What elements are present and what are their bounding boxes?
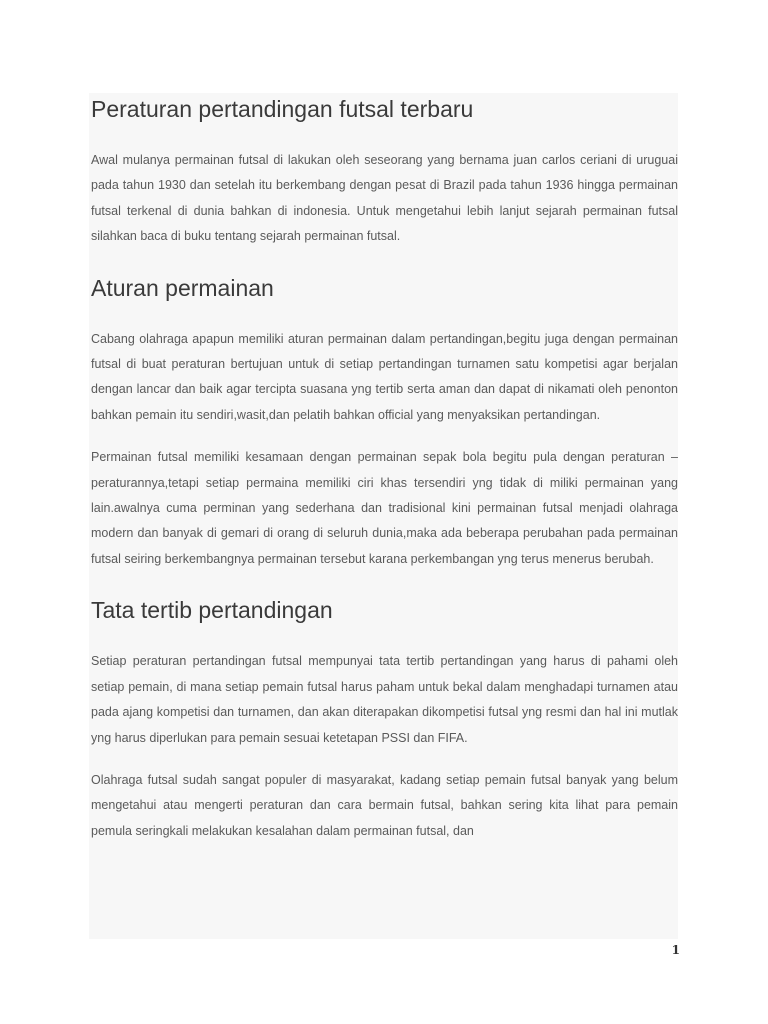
section-paragraph: Cabang olahraga apapun memiliki aturan permainan dalam pertandingan,begitu juga dengan permainan futsal di buat peraturan bertujuan untuk di setiap pertandingan turnamen satu kompetisi agar berjalan dengan lancar dan baik agar tercipta suasana yng tertib serta aman dan dapat di nikamati oleh penonton bahkan pemain itu sendiri,wasit,dan pelatih bahkan official yang menyaksikan pertandingan. [91, 331, 678, 422]
page-number: 1 [671, 943, 680, 957]
intro-paragraph: Awal mulanya permainan futsal di lakukan oleh seseorang yang bernama juan carlos ceriani di uruguai pada tahun 1930 dan setelah itu berkembang dengan pesat di Brazil pada tahun 1936 hingga permainan futsal terkenal di dunia bahkan di indonesia. Untuk mengetahui lebih lanjut sejarah permainan futsal silahkan baca di buku tentang sejarah permainan futsal. [91, 153, 678, 244]
section-heading-aturan-permainan: Aturan permainan [91, 274, 274, 301]
section-paragraph: Permainan futsal memiliki kesamaan dengan permainan sepak bola begitu pula dengan peraturan – peraturannya,tetapi setiap permaina memiliki ciri khas tersendiri yng tidak di miliki permainan yang lain.awalnya cuma perminan yang sederhana dan tradisional kini permainan futsal menjadi olahraga modern dan banyak di gemari di orang di seluruh dunia,maka ada beberapa perubahan pada permainan futsal seiring berkembangnya permainan tersebut karana perkembangan yng terus menerus berubah. [91, 450, 678, 566]
section-paragraph: Olahraga futsal sudah sangat populer di masyarakat, kadang setiap pemain futsal banyak yang belum mengetahui atau mengerti peraturan dan cara bermain futsal, bahkan sering kita lihat para pemain pemula seringkali melakukan kesalahan dalam permainan futsal, dan [91, 772, 678, 838]
section-heading-tata-tertib: Tata tertib pertandingan [91, 597, 333, 624]
page-title: Peraturan pertandingan futsal terbaru [91, 96, 474, 122]
section-paragraph: Setiap peraturan pertandingan futsal mempunyai tata tertib pertandingan yang harus di pahami oleh setiap pemain, di mana setiap pemain futsal harus paham untuk bekal dalam menghadapi turnamen atau pada ajang kompetisi dan turnamen, dan akan diterapakan dikompetisi futsal yng resmi dan hal ini mutlak yng harus diperlukan para pemain sesuai ketetapan PSSI dan FIFA. [91, 654, 678, 745]
page-content [89, 93, 678, 939]
